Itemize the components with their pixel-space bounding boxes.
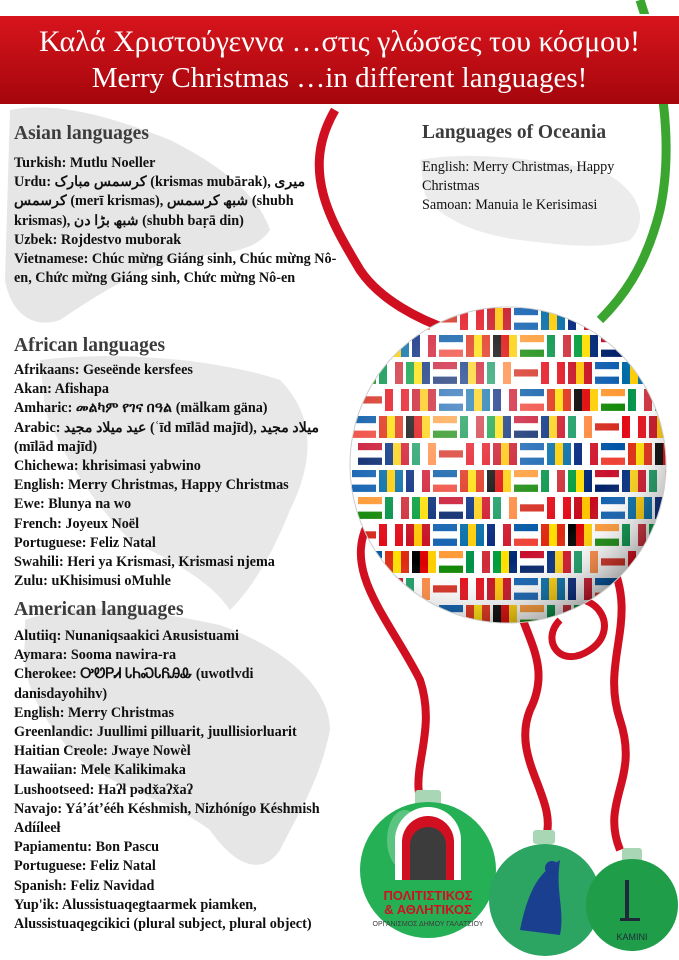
ornament-club-logo <box>360 790 496 938</box>
flag-tile <box>663 335 671 357</box>
red-ribbon-bottom-right <box>610 560 626 850</box>
flag-tile <box>644 551 652 573</box>
list-item: Lushootseed: Haʔɬ pədx̌aʔx̌aʔ <box>14 781 193 798</box>
section-heading: African languages <box>14 335 166 356</box>
list-item: Aymara: Sooma nawira-ra <box>14 647 177 664</box>
title-banner <box>0 14 679 104</box>
list-item: Navajo: Yáʼátʼééh Késhmish, Nizhónígo Késhmish Adííleeł <box>14 800 320 837</box>
list-item: Afrikaans: Geseënde kersfees <box>14 362 193 378</box>
flag-tile <box>657 362 665 384</box>
list-item: Uzbek: Rojdestvo muborak <box>14 231 182 248</box>
flag-tile <box>655 389 663 411</box>
section-oceania <box>422 122 672 215</box>
flag-tile <box>387 578 395 600</box>
flag-tile <box>644 335 652 357</box>
flag-tile <box>630 308 638 330</box>
flag-tile <box>663 605 671 627</box>
flag-tile <box>352 362 376 369</box>
list-item: Cherokee: ᎤᏬᏢᏗ ᏓᏂᏍᏓᏲᎯᎲ (uwotlvdi danisdayohihv) <box>14 666 254 702</box>
flag-tile <box>665 578 673 600</box>
list-item: English: Merry Christmas, Happy Christmas <box>14 477 289 494</box>
list-item: Amharic: መልካም የገና በዓል (mälkam gäna) <box>14 400 268 417</box>
flag-tile <box>582 605 590 627</box>
ornament-kamini <box>586 848 678 951</box>
club-logo-line2: & ΑΘΛΗΤΙΚΟΣ <box>384 902 472 917</box>
section-american <box>14 599 344 934</box>
flag-tile <box>665 362 673 384</box>
title-greek: Καλά Χριστούγεννα …στις γλώσσες του κόσμου! <box>38 25 641 58</box>
flag-tile <box>657 524 665 546</box>
section-heading: Asian languages <box>14 123 149 144</box>
flag-tile <box>657 308 665 330</box>
flag-tile <box>665 524 673 546</box>
list-item: Alutiiq: Nunaniqsaakici Aʀusistuami <box>14 628 239 644</box>
list-item: Swahili: Heri ya Krismasi, Krismasi njema <box>14 554 275 571</box>
flag-tile <box>358 620 382 627</box>
list-item: Portuguese: Feliz Natal <box>14 858 156 875</box>
flag-tile <box>630 578 638 600</box>
flag-tile <box>655 335 663 357</box>
flag-tile <box>358 342 382 349</box>
list-item: Akan: Afishapa <box>14 381 110 398</box>
flag-tile <box>379 308 387 330</box>
section-heading: Languages of Oceania <box>422 122 607 143</box>
flag-tile <box>352 308 376 315</box>
section-heading: American languages <box>14 599 184 620</box>
flag-tile <box>379 578 387 600</box>
flag-globe <box>350 307 679 627</box>
list-item: Haitian Creole: Jwaye Nowèl <box>14 743 191 760</box>
flag-tile <box>655 551 663 573</box>
flag-tile <box>433 308 457 315</box>
list-item: Turkish: Mutlu Noeller <box>14 155 156 171</box>
flag-tile <box>657 578 665 600</box>
list-item: English: Merry Christmas, Happy Christmas <box>422 159 615 194</box>
flag-tile <box>628 605 636 627</box>
title-english: Merry Christmas …in different languages! <box>91 62 588 94</box>
flag-tile <box>665 308 673 330</box>
flag-tile <box>671 605 679 627</box>
flag-tile <box>671 389 679 411</box>
list-item: Samoan: Manuia le Kerisimasi <box>422 197 598 213</box>
flag-tile <box>352 369 376 376</box>
flag-tile <box>649 362 657 384</box>
club-logo-line1: ΠΟΛΙΤΙΣΤΙΚΟΣ <box>383 888 473 903</box>
flag-tile <box>636 335 644 357</box>
flag-tile <box>671 497 679 519</box>
list-item: Hawaiian: Mele Kalikimaka <box>14 762 186 779</box>
flag-tile <box>595 323 619 330</box>
flag-tile <box>352 377 376 384</box>
flag-tile <box>358 350 382 357</box>
flag-tile <box>401 605 409 627</box>
list-item: Greenlandic: Juullimi pilluarit, juullisiorluarit <box>14 724 297 741</box>
flag-tile <box>428 605 436 627</box>
list-item: Yup'ik: Alussistuaqegtaarmek piamken, Alussistuaqegcikici (plural subject, plural object) <box>14 896 312 933</box>
list-item: English: Merry Christmas <box>14 704 174 721</box>
flag-tile <box>649 578 657 600</box>
flag-tile <box>663 497 671 519</box>
flag-tile <box>671 443 679 465</box>
ornament-swimmer <box>489 830 601 956</box>
flag-tile <box>412 605 420 627</box>
flag-tile <box>649 308 657 330</box>
list-item: Arabic: عيد ميلاد مجيد (ʿīd mīlād majīd), ميلاد مجيد (mīlād majīd) <box>14 419 320 455</box>
flag-tile <box>671 551 679 573</box>
flag-tile <box>622 308 630 330</box>
section-african <box>14 335 344 591</box>
flag-tile <box>358 335 382 342</box>
flag-tile <box>352 323 376 330</box>
flag-tile <box>628 335 636 357</box>
flag-tile <box>663 551 671 573</box>
flag-tile <box>665 416 673 438</box>
flag-tile <box>644 605 652 627</box>
list-item: Ewe: Blunya na wo <box>14 496 132 513</box>
list-item: Chichewa: khrisimasi yabwino <box>14 458 201 475</box>
flag-tile <box>385 335 393 357</box>
flag-tile <box>439 620 463 627</box>
club-logo-line3: ΟΡΓΑΝΙΣΜΟΣ ΔΗΜΟΥ ΓΑΛΑΤΣΙΟΥ <box>372 921 484 928</box>
flag-tile <box>387 308 395 330</box>
list-item: Papiamentu: Bon Pascu <box>14 839 160 856</box>
flag-tile <box>352 315 376 322</box>
kamini-logo-text: ΚΑΜΙΝΙ <box>616 932 648 942</box>
list-item: Vietnamese: Chúc mừng Giáng sinh, Chúc mừng Nô-en, Chức mừng Giáng sinh, Chức mừng Nô-en <box>14 251 337 287</box>
flag-tile <box>420 605 428 627</box>
flag-tile <box>671 335 679 357</box>
list-item: Portuguese: Feliz Natal <box>14 534 156 551</box>
flag-tile <box>655 605 663 627</box>
list-item: French: Joyeux Noël <box>14 515 140 532</box>
flag-tile <box>393 605 401 627</box>
list-item: Spanish: Feliz Navidad <box>14 877 155 894</box>
flag-tile <box>638 308 646 330</box>
list-item: Zulu: uKhisimusi oMuhle <box>14 573 171 590</box>
list-item: Urdu: کرسمس مبارک (krismas mubārak), میری کرسمس (merī krismas), شبھ کرسمس (shubh krismas), شبھ بڑا دن (shubh baṛā din) <box>14 174 306 229</box>
flag-tile <box>638 578 646 600</box>
section-asian <box>14 123 344 288</box>
flag-tile <box>636 605 644 627</box>
flag-tile <box>663 389 671 411</box>
